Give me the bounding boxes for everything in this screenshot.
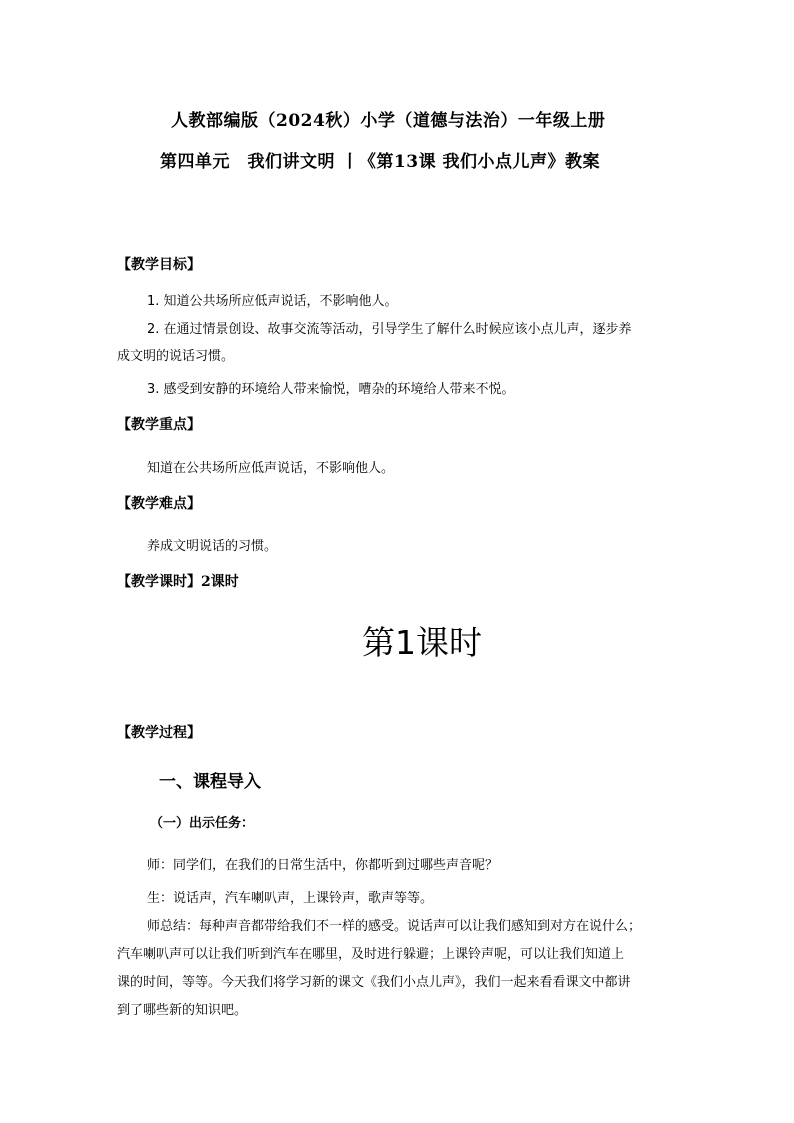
lesson-title: 第1课时 [362, 623, 482, 662]
objective-item-2-line1: 2. 在通过情景创设、故事交流等活动，引导学生了解什么时候应该小点儿声，逐步养 [147, 322, 632, 337]
difficulties-heading: 【教学难点】 [117, 496, 201, 512]
document-title-line2: 第四单元 我们讲文明 丨《第13课 我们小点儿声》教案 [160, 152, 600, 172]
task-subheading: （一）出示任务： [150, 816, 255, 831]
key-points-heading: 【教学重点】 [117, 417, 201, 433]
document-title-line1: 人教部编版（2024秋）小学（道德与法治）一年级上册 [171, 111, 606, 131]
difficulties-text: 养成文明说话的习惯。 [147, 539, 278, 554]
teacher-summary-line4: 到了哪些新的知识吧。 [117, 1003, 248, 1018]
process-heading: 【教学过程】 [117, 725, 201, 741]
key-points-text: 知道在公共场所应低声说话，不影响他人。 [147, 461, 395, 476]
teacher-summary-line3: 课的时间，等等。今天我们将学习新的课文《我们小点儿声》，我们一起来看看课文中都讲 [117, 975, 631, 990]
class-hours-text: 【教学课时】2课时 [117, 574, 239, 590]
teacher-summary-line2: 汽车喇叭声可以让我们听到汽车在哪里，及时进行躲避；上课铃声呢，可以让我们知道上 [117, 947, 625, 962]
objective-item-2-line2: 成文明的说话习惯。 [117, 349, 235, 364]
section-intro-heading: 一、课程导入 [159, 772, 261, 792]
objectives-heading: 【教学目标】 [117, 257, 201, 273]
teacher-question: 师：同学们，在我们的日常生活中，你都听到过哪些声音呢？ [147, 858, 499, 873]
student-answer: 生：说话声，汽车喇叭声，上课铃声，歌声等等。 [147, 891, 434, 906]
objective-item-1: 1. 知道公共场所应低声说话，不影响他人。 [147, 294, 398, 309]
objective-item-3: 3. 感受到安静的环境给人带来愉悦，嘈杂的环境给人带来不悦。 [147, 382, 515, 397]
teacher-summary-line1: 师总结：每种声音都带给我们不一样的感受。说话声可以让我们感知到对方在说什么； [147, 919, 642, 934]
